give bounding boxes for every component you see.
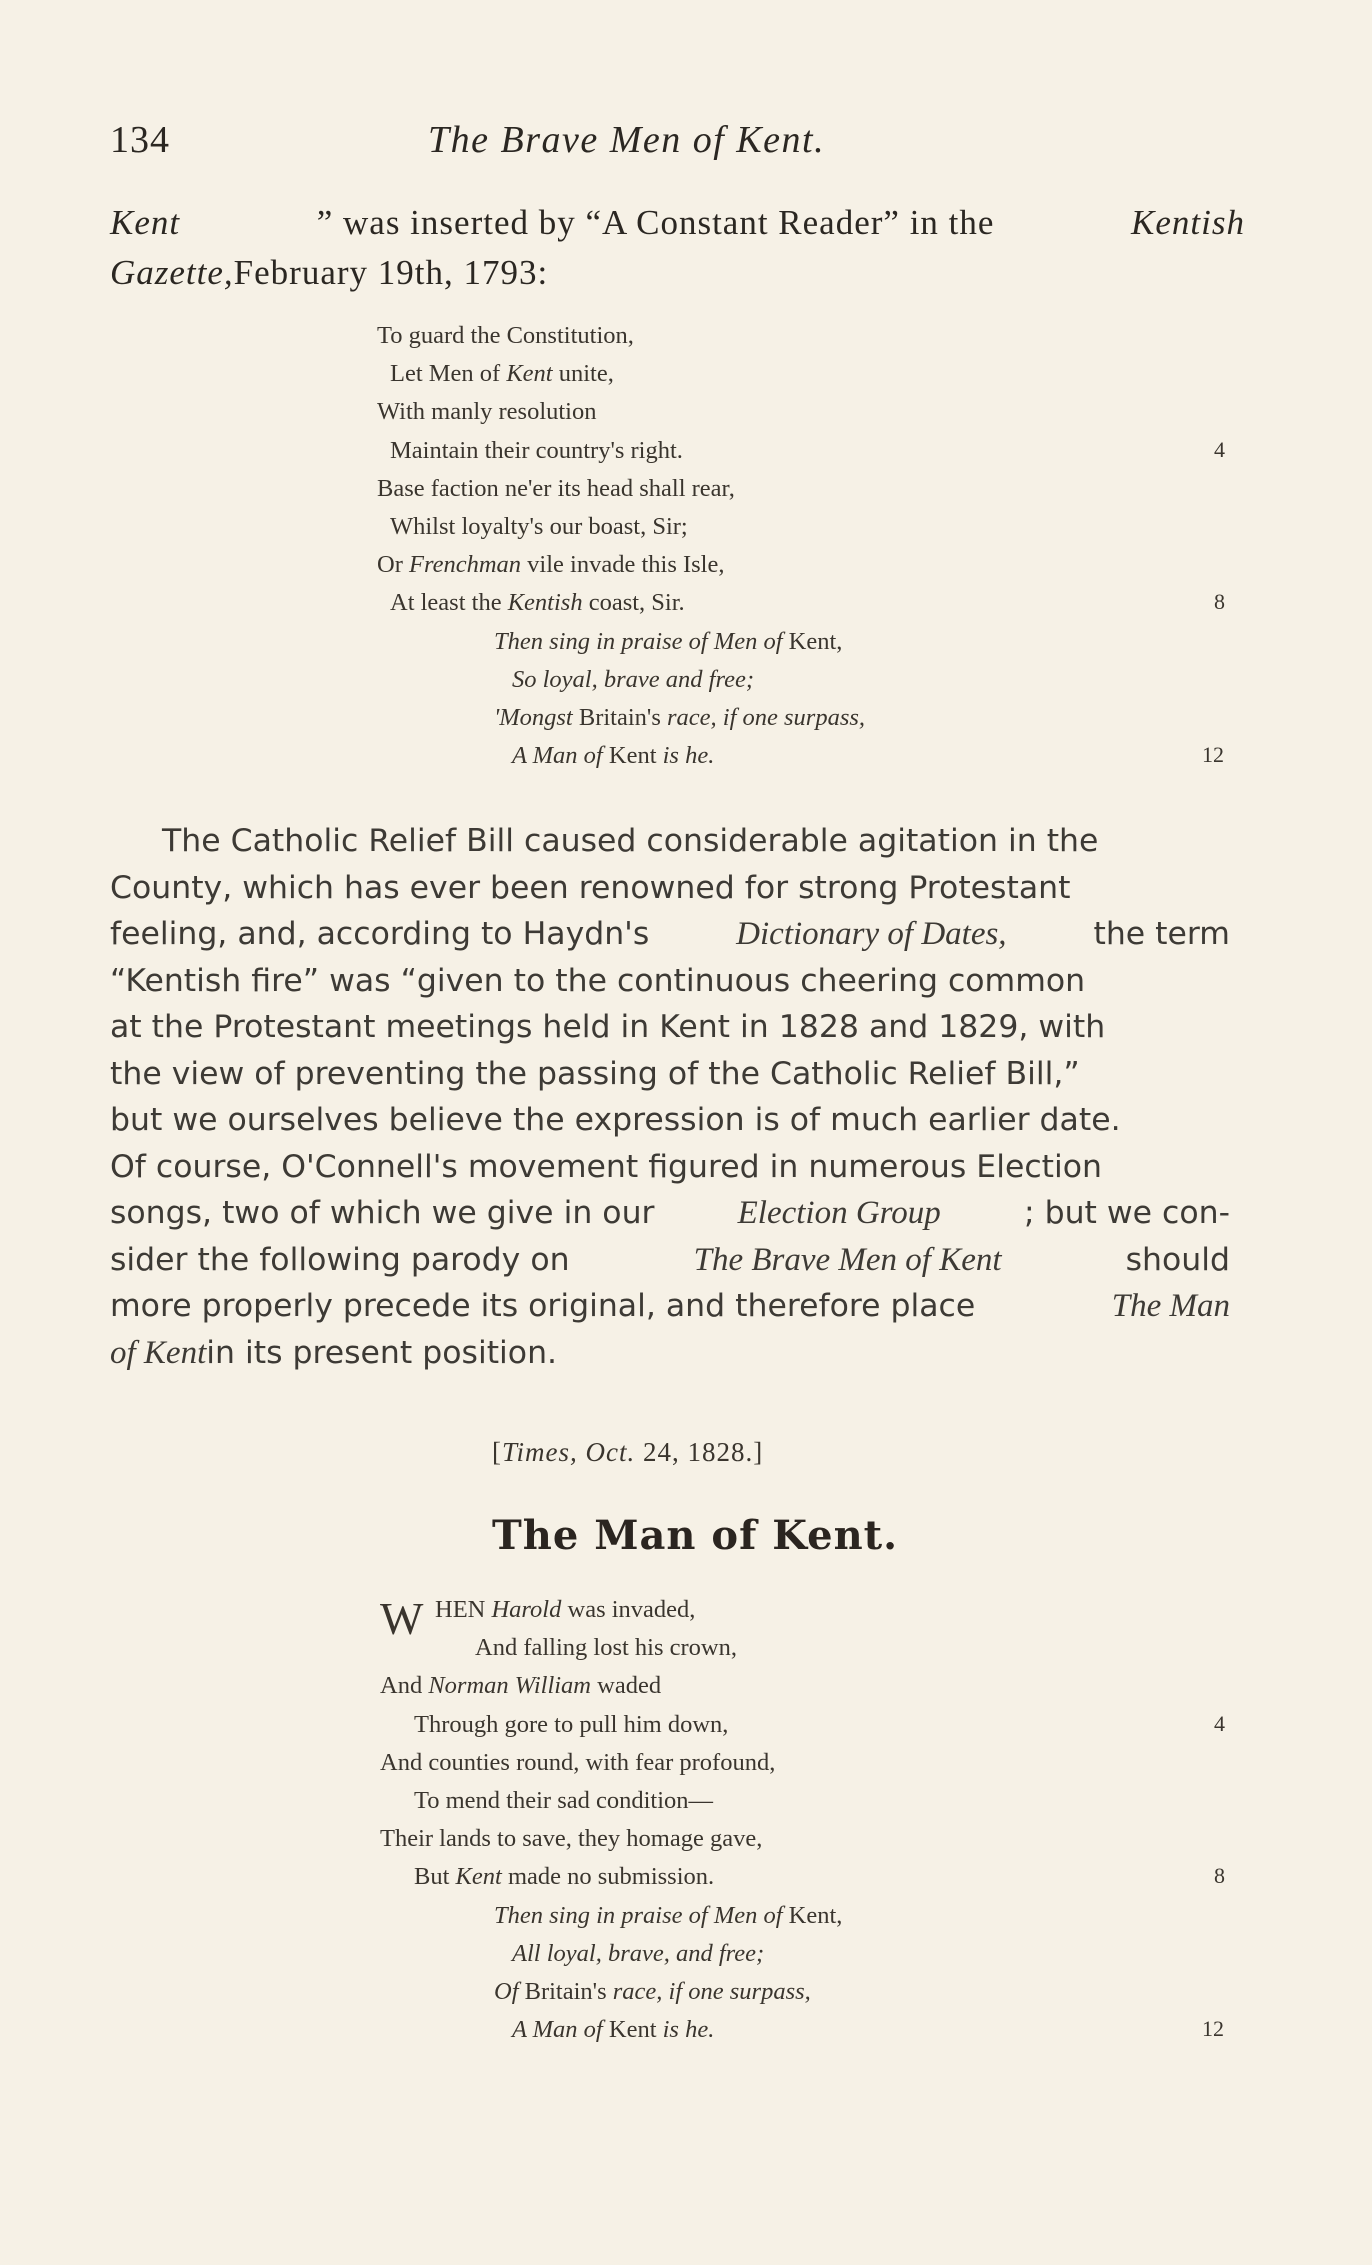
italic-text: is he. [662,2016,715,2044]
italic-text: Kent [110,203,181,242]
source-citation [492,1437,763,1468]
text-run: Britain's [518,1978,613,2005]
text-run: [ [492,1437,502,1467]
italic-text: Election Group [737,1195,941,1231]
text-run: waded [591,1672,662,1700]
verse-line [390,589,685,617]
text-run: coast, Sir. [582,589,685,617]
text-run: Kent, [782,1901,843,1929]
text-run: was invaded, [561,1596,696,1623]
italic-text: Gazette, [110,253,234,292]
italic-text: 'Mongst [494,704,573,731]
prose-line [110,1004,1230,1051]
prose-line [110,1237,1230,1284]
text-run: And falling lost his crown, [475,1634,737,1662]
poem-title: The Man of Kent. [492,1512,899,1559]
verse-line [414,1711,728,1739]
text-run: Base faction ne'er its head shall rear, [377,474,735,502]
italic-text: Times, Oct. [502,1437,636,1467]
line-number: 4 [1214,436,1225,462]
verse-line [414,1787,713,1815]
italic-text: Norman William [428,1672,591,1700]
text-run: To mend their sad condition— [414,1787,714,1814]
page-number: 134 [110,119,170,161]
line-number: 8 [1214,1863,1225,1889]
text-run: sider the following parody on [110,1241,570,1278]
italic-text: Kent [506,360,553,388]
text-run: But [414,1863,456,1891]
line-number: 4 [1214,1710,1225,1736]
prose-line [110,1144,1230,1191]
italic-text: Frenchman [408,551,522,579]
italic-text: The Brave Men of Kent [693,1241,1002,1278]
prose-line [110,865,1230,912]
running-title: The Brave Men of Kent. [428,119,826,161]
italic-text: Then sing in praise of Men of [494,1901,783,1929]
verse-line [380,1749,775,1777]
line-number: 8 [1214,589,1225,615]
verse-line [494,704,865,732]
text-run: Maintain their country's right. [390,436,683,464]
text-run: The Catholic Relief Bill caused considerable agitation in the [162,823,1099,859]
italic-text: race, if one surpass, [612,1978,811,2005]
verse-line [380,1825,762,1853]
italic-text: Then sing in praise of Men of [494,627,783,655]
body-paragraph [110,818,1230,1376]
verse-line [494,1978,811,2006]
text-run: Or [377,551,409,579]
verse-line [512,2016,714,2044]
prose-line [110,1283,1230,1330]
italic-text: of Kent [110,1334,207,1371]
text-run: more properly precede its original, and therefore place [110,1288,976,1324]
verse-line [380,1672,661,1700]
line-number: 12 [1202,742,1224,768]
text-run: And [380,1672,429,1700]
drop-cap: W [380,1593,424,1644]
verse-line [475,1634,737,1662]
text-run: Kent [602,742,663,770]
verse-line [377,322,634,350]
italic-text: So loyal, brave and free; [512,665,754,693]
text-run: To guard the Constitution, [377,322,634,349]
text-run: “Kentish fire” was “given to the continuous cheering common [110,962,1086,999]
prose-line [110,1330,1230,1377]
verse-line [512,742,714,770]
text-run: Through gore to pull him down, [414,1710,729,1738]
line-number: 12 [1202,2016,1224,2042]
text-run: vile invade this Isle, [521,551,725,579]
italic-text: Of [494,1978,519,2005]
italic-text: race, if one surpass, [667,704,866,731]
text-run: but we ourselves believe the expression is of much earlier date. [110,1102,1121,1138]
text-run: Of course, O'Connell's movement figured in numerous Election [110,1148,1102,1185]
italic-text: Dictionary of Dates, [736,916,1007,952]
text-run: Their lands to save, they homage gave, [380,1825,763,1853]
verse-line [494,1902,842,1930]
text-run: the term [1093,916,1230,952]
intro-line [110,248,1245,298]
italic-text: Kentish [1131,203,1245,242]
verse-line [435,1596,695,1624]
italic-text: All loyal, brave, and free; [512,1939,765,1967]
verse-line [377,551,724,579]
text-run: Whilst loyalty's our boast, Sir; [390,513,688,540]
text-run: HEN [435,1596,492,1623]
text-run: songs, two of which we give in our [110,1195,655,1231]
verse-line [512,1940,764,1968]
verse-line [377,475,735,503]
text-run: Kent [602,2016,663,2044]
italic-text: A Man of [512,742,603,770]
text-run: ; but we con- [1023,1195,1230,1231]
text-run: feeling, and, according to Haydn's [110,916,650,952]
text-run: Britain's [572,704,667,731]
prose-line [110,1051,1230,1098]
text-run: With manly resolution [377,398,597,426]
verse-line [377,398,596,426]
text-run: At least the [390,589,508,617]
prose-line [110,911,1230,958]
prose-line [110,958,1230,1005]
italic-text: is he. [662,742,715,770]
prose-line [110,818,1230,865]
verse-line [414,1863,714,1891]
text-run: 24, 1828.] [635,1437,764,1467]
text-run: Kent, [782,627,843,655]
italic-text: Harold [491,1596,562,1623]
prose-line [110,1097,1230,1144]
italic-text: A Man of [512,2016,603,2044]
verse-line [494,628,842,656]
italic-text: Kentish [507,589,583,617]
text-run: at the Protestant meetings held in Kent in 1828 and 1829, with [110,1009,1106,1045]
text-run: County, which has ever been renowned for strong Protestant [110,869,1071,906]
italic-text: Kent [455,1863,502,1891]
text-run: in its present position. [206,1334,558,1371]
text-run: the view of preventing the passing of the Catholic Relief Bill,” [110,1055,1080,1092]
text-run: should [1125,1241,1230,1278]
text-run: unite, [552,360,614,388]
verse-line [390,513,688,541]
text-run: Let Men of [390,360,507,388]
verse-line [512,666,754,694]
intro-paragraph [110,198,1245,298]
text-run: made no submission. [501,1863,715,1891]
verse-line [390,437,683,465]
intro-line [110,198,1245,248]
text-run: ” was inserted by “A Constant Reader” in the [316,203,995,242]
running-header [110,118,1240,168]
text-run: And counties round, with fear profound, [380,1748,776,1776]
verse-line [390,360,614,388]
italic-text: The Man [1111,1288,1230,1324]
prose-line [110,1190,1230,1237]
text-run: February 19th, 1793: [233,253,549,292]
